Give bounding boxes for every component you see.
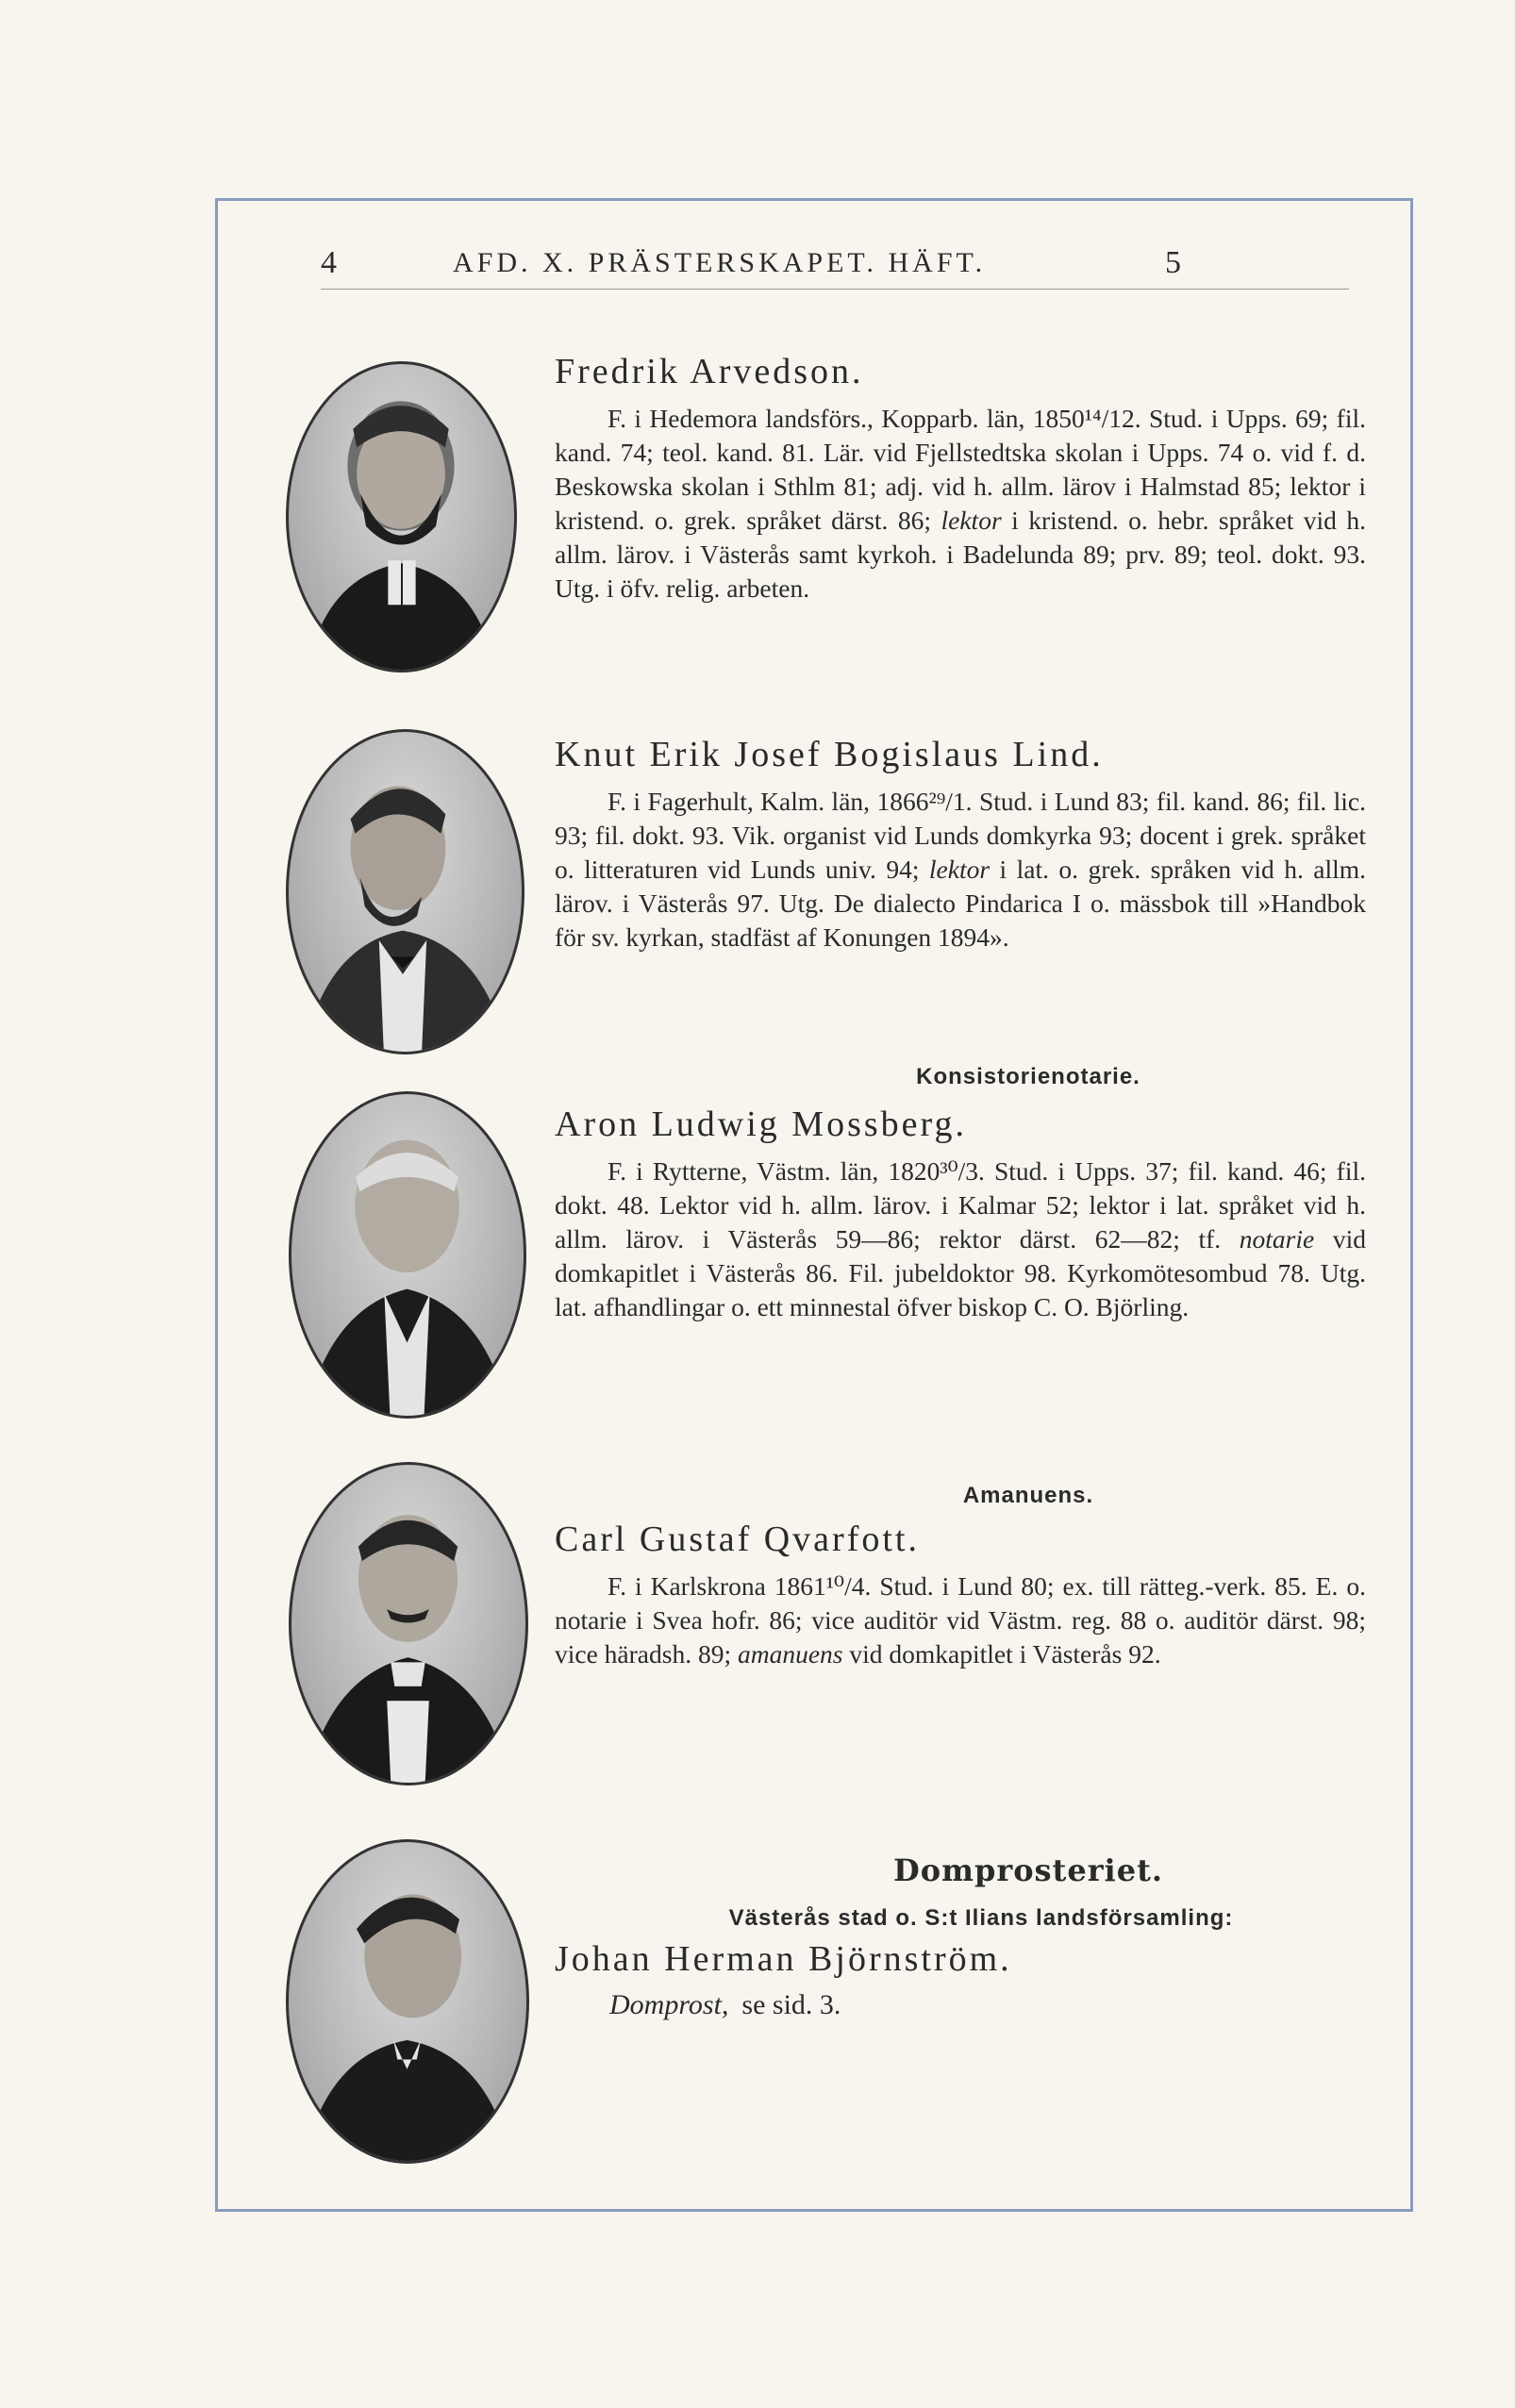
portrait-lind [286, 729, 524, 1055]
person-name: Carl Gustaf Qvarfott. [555, 1520, 920, 1559]
sub-heading-parish: Västerås stad o. S:t Ilians landsförsamling: [728, 1905, 1234, 1931]
portrait-qvarfott [289, 1462, 528, 1785]
person-bio [555, 402, 1366, 606]
bio-text: F. i Fagerhult, Kalm. län, 1866²⁹/1. Stud. i Lund 83; fil. kand. 86; fil. lic. 93; fil. dokt. 93. Vik. organist vid Lunds domkyrka 93; docent i grek. språket o. litteraturen vid Lunds univ. 94; [555, 787, 1366, 884]
bio-title-italic: lektor [928, 855, 991, 884]
section-heading-konsistorienotarie: Konsistorienotarie. [916, 1064, 1140, 1089]
portrait-arvedson [286, 361, 517, 673]
running-title: AFD. X. PRÄSTERSKAPET. HÄFT. [453, 247, 987, 278]
person-name: Aron Ludwig Mossberg. [555, 1104, 968, 1144]
cross-reference [555, 1989, 1366, 2021]
crossref-text: se sid. 3. [741, 1989, 841, 2020]
bio-text: F. i Karlskrona 1861¹⁰/4. Stud. i Lund 80; ex. till rätteg.-verk. 85. E. o. notarie i Svea hofr. 86; vice auditör vid Västm. reg. 88 o. auditör därst. 98; vice häradsh. 89; [555, 1571, 1366, 1669]
bio-title-italic: lektor [941, 506, 1002, 535]
section-heading-amanuens: Amanuens. [962, 1483, 1094, 1508]
person-bio [555, 1569, 1366, 1671]
portrait-bjornstrom [286, 1839, 529, 2164]
bio-text: F. i Rytterne, Västm. län, 1820³⁰/3. Stud. i Upps. 37; fil. kand. 46; fil. dokt. 48. Lektor vid h. allm. lärov. i Kalmar 52; lektor i lat. språket vid h. allm. lärov. i Västerås 59—86; rektor därst. 62—82; tf. [555, 1156, 1366, 1254]
bio-text-rest: vid domkapitlet i Västerås 86. Fil. jubeldoktor 98. Kyrkomötesombud 78. Utg. lat. afhandlingar o. ett minnestal öfver biskop C. O. Björling. [555, 1224, 1367, 1321]
bio-title-italic: notarie [1239, 1224, 1315, 1254]
bio-text-rest: i kristend. o. hebr. språket vid h. allm. lärov. i Västerås samt kyrkoh. i Badelunda 89; prv. 89; teol. dokt. 93. Utg. i öfv. relig. arbeten. [555, 506, 1367, 603]
person-bio [555, 785, 1366, 955]
issue-number: 5 [1165, 245, 1181, 280]
crossref-title: Domprost, [609, 1989, 729, 2020]
bio-text-rest: i lat. o. grek. språken vid h. allm. lärov. i Västerås 97. Utg. De dialecto Pindarica I o. mässbok till »Handbok för sv. kyrkan, stadfäst af Konungen 1894». [555, 855, 1367, 952]
entry-qvarfott [555, 1519, 1366, 1671]
person-name: Johan Herman Björnström. [555, 1939, 1012, 1979]
entry-mossberg [555, 1104, 1366, 1324]
person-name: Fredrik Arvedson. [555, 352, 864, 391]
section-heading-domprosteriet: Domprosteriet. [893, 1852, 1163, 1888]
portrait-mossberg [289, 1091, 526, 1419]
person-bio [555, 1154, 1366, 1324]
person-name: Knut Erik Josef Bogislaus Lind. [555, 735, 1104, 774]
page-number: 4 [321, 245, 337, 280]
entry-bjornstrom [555, 1938, 1366, 2021]
entry-arvedson [555, 351, 1366, 606]
bio-title-italic: amanuens [737, 1639, 843, 1669]
entry-lind [555, 734, 1366, 955]
bio-text: F. i Hedemora landsförs., Kopparb. län, 1850¹⁴/12. Stud. i Upps. 69; fil. kand. 74; teol. kand. 81. Lär. vid Fjellstedtska skolan i Upps. 74 o. vid f. d. Beskowska skolan i Sthlm 81; adj. vid h. allm. lärov i Halmstad 85; lektor i kristend. o. grek. språket därst. 86; [555, 404, 1366, 535]
running-header [321, 243, 1349, 290]
bio-text-rest: vid domkapitlet i Västerås 92. [849, 1639, 1161, 1669]
